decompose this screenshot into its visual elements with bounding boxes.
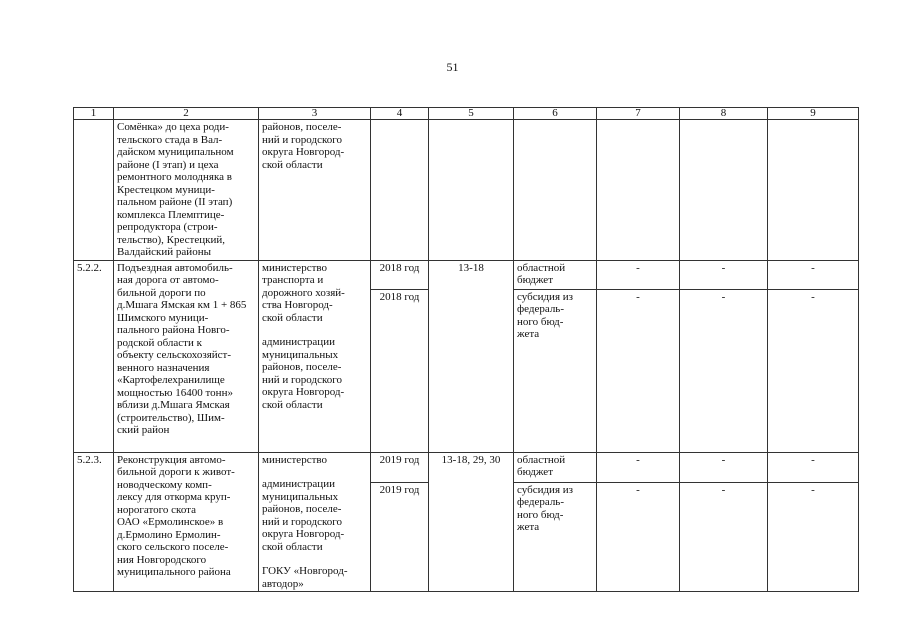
text-line: муниципального района <box>117 566 231 578</box>
description-cell <box>114 452 259 592</box>
text-line: комплекса Племптице- <box>117 208 225 221</box>
text-line: ОАО «Ермолинское» в <box>117 516 224 528</box>
text-line: жета <box>517 328 540 340</box>
text-line: Крестецком муници- <box>117 183 215 196</box>
executor-cell <box>259 120 371 261</box>
text-line: субсидия из <box>517 290 573 303</box>
table-row <box>74 452 859 482</box>
text-line: пального района Новго- <box>117 324 230 336</box>
header-cell: 6 <box>514 108 597 120</box>
header-cell: 7 <box>597 108 680 120</box>
goals-cell: 13-18 <box>429 260 514 452</box>
text-line: федераль- <box>517 496 564 509</box>
text-line: репродуктора (строи- <box>117 221 218 233</box>
text-line: администрации <box>262 478 335 490</box>
header-cell: 4 <box>371 108 429 120</box>
text-line: муниципальных <box>262 490 339 503</box>
amount-cell: - <box>597 260 680 289</box>
source-cell <box>514 482 597 591</box>
text-line: ской области <box>262 540 323 553</box>
measures-table <box>73 107 859 592</box>
text-line: ная дорога от автомо- <box>117 274 219 286</box>
text-line: «Картофелехранилище <box>117 374 225 386</box>
text-line: ской области <box>262 158 323 171</box>
year-cell: 2018 год <box>371 289 429 452</box>
goals-cell <box>429 120 514 261</box>
header-cell: 9 <box>768 108 859 120</box>
text-line: ния Новгородского <box>117 553 207 566</box>
text-line: вблизи д.Мшага Ямская <box>117 399 230 411</box>
executor-administrations <box>262 336 367 411</box>
text-line: субсидия из <box>517 483 573 496</box>
text-line: районов, поселе- <box>262 361 342 373</box>
text-line: районе (I этап) и цеха <box>117 158 219 171</box>
text-line: министерство <box>262 261 328 274</box>
text-line: областной <box>517 453 566 466</box>
text-line: бильной дороги по <box>117 286 206 299</box>
text-line: норогатого скота <box>117 503 196 516</box>
text-line: федераль- <box>517 303 564 315</box>
amount-cell: - <box>680 482 768 591</box>
amount-cell: - <box>680 260 768 289</box>
source-cell <box>514 120 597 261</box>
amount-cell: - <box>768 452 859 482</box>
row-number-cell <box>74 120 114 261</box>
text-line: мощностью 16400 тонн» <box>117 386 233 399</box>
amount-cell <box>597 120 680 261</box>
year-cell: 2019 год <box>371 452 429 482</box>
text-line: тельство), Крестецкий, <box>117 233 225 246</box>
text-line: родской области к <box>117 336 202 349</box>
text-line: Валдайский районы <box>117 246 211 258</box>
text-line: округа Новгород- <box>262 146 345 158</box>
executor-ministry <box>262 262 367 325</box>
executor-cell <box>259 452 371 592</box>
description-cell <box>114 260 259 452</box>
text-line: администрации <box>262 336 335 348</box>
year-cell: 2018 год <box>371 260 429 289</box>
text-line: округа Новгород- <box>262 528 345 540</box>
text-line: пальном районе (II этап) <box>117 196 233 208</box>
header-cell: 2 <box>114 108 259 120</box>
executor-cell <box>259 260 371 452</box>
text-line: районов, поселе- <box>262 503 342 515</box>
text-line: д.Ермолино Ермолин- <box>117 528 221 541</box>
goals-cell: 13-18, 29, 30 <box>429 452 514 592</box>
text-line: автодор» <box>262 577 304 590</box>
source-cell <box>514 452 597 482</box>
source-cell <box>514 289 597 452</box>
amount-cell: - <box>597 452 680 482</box>
header-cell: 1 <box>74 108 114 120</box>
table-row <box>74 120 859 261</box>
amount-cell: - <box>597 482 680 591</box>
page-number: 51 <box>446 60 459 74</box>
text-line: ремонтного молодняка в <box>117 171 232 183</box>
text-line: округа Новгород- <box>262 386 345 398</box>
text-line: Реконструкция автомо- <box>117 453 226 466</box>
header-cell: 3 <box>259 108 371 120</box>
text-line: ства Новгород- <box>262 299 333 311</box>
text-line: ного бюд- <box>517 508 564 521</box>
row-number: 5.2.3. <box>74 452 114 592</box>
row-number: 5.2.2. <box>74 260 114 452</box>
text-line: бюджет <box>517 466 553 478</box>
header-cell: 8 <box>680 108 768 120</box>
text-line: д.Мшага Ямская км 1 + 865 <box>117 299 247 311</box>
amount-cell <box>680 120 768 261</box>
text-line: Подъездная автомобиль- <box>117 261 233 274</box>
text-line: дайском муниципальном <box>117 146 234 158</box>
amount-cell <box>768 120 859 261</box>
amount-cell: - <box>597 289 680 452</box>
text-line: объекту сельскохозяйст- <box>117 349 232 361</box>
text-line: Шимского муници- <box>117 311 209 324</box>
source-cell <box>514 260 597 289</box>
text-line: ской области <box>262 311 323 324</box>
amount-cell: - <box>768 289 859 452</box>
text-line: муниципальных <box>262 348 339 361</box>
text-line: ский район <box>117 424 170 436</box>
text-line: тельского стада в Вал- <box>117 133 223 146</box>
amount-cell: - <box>768 260 859 289</box>
text-line: ской области <box>262 398 323 411</box>
text-line: бюджет <box>517 274 553 286</box>
text-line: Сомёнка» до цеха роди- <box>117 121 229 133</box>
text-line: ного бюд- <box>517 315 564 328</box>
text-line: жета <box>517 521 540 534</box>
year-cell: 2019 год <box>371 482 429 591</box>
text-line: районов, поселе- <box>262 121 342 133</box>
text-line: ний и городского <box>262 373 342 386</box>
text-line: областной <box>517 261 566 274</box>
header-row <box>74 108 859 120</box>
amount-cell: - <box>768 482 859 591</box>
amount-cell: - <box>680 452 768 482</box>
text-line: министерство <box>262 453 328 466</box>
text-line: ского сельского поселе- <box>117 541 229 553</box>
text-line: ний и городского <box>262 133 342 146</box>
text-line: ГОКУ «Новгород- <box>262 565 348 577</box>
text-line: транспорта и <box>262 274 324 286</box>
executor-goku <box>262 565 367 590</box>
text-line: лексу для откорма круп- <box>117 491 231 503</box>
text-line: (строительство), Шим- <box>117 411 225 424</box>
description-cell <box>114 120 259 261</box>
year-cell <box>371 120 429 261</box>
executor-ministry <box>262 454 367 467</box>
table-row <box>74 260 859 289</box>
text-line: бильной дороги к живот- <box>117 466 235 478</box>
text-line: дорожного хозяй- <box>262 286 345 299</box>
amount-cell: - <box>680 289 768 452</box>
text-line: ний и городского <box>262 515 342 528</box>
text-line: венного назначения <box>117 361 210 374</box>
text-line: новодческому комп- <box>117 478 212 491</box>
header-cell: 5 <box>429 108 514 120</box>
executor-administrations <box>262 478 367 553</box>
